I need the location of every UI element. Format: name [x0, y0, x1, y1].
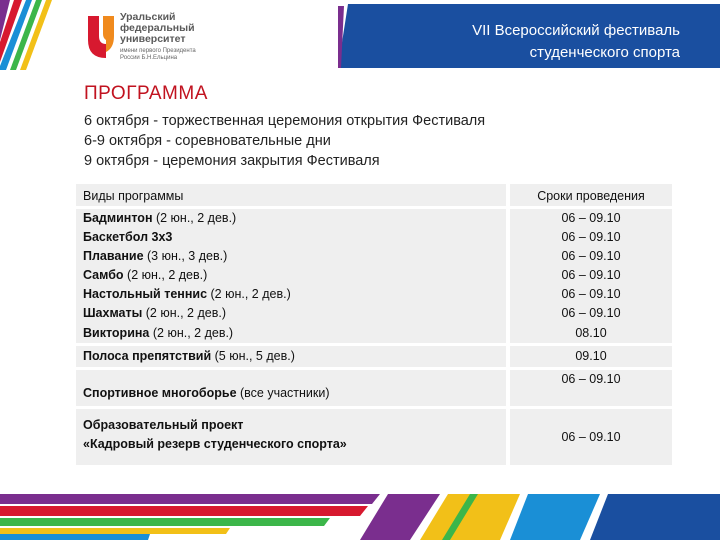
table-row-sport: Образовательный проект «Кадровый резерв студенческого спорта» [83, 418, 347, 451]
urfu-logo-icon [86, 14, 116, 60]
university-subtitle: имени первого Президента России Б.Н.Ельцина [120, 48, 196, 61]
decorative-stripes-top-left [0, 0, 70, 70]
table-row-dates: 06 – 09.10 [561, 430, 621, 444]
table-row-sport: Полоса препятствий (5 юн., 5 дев.) [83, 349, 295, 363]
row-divider [76, 343, 672, 346]
program-schedule [84, 111, 485, 171]
schedule-item: 9 октября - церемония закрытия Фестиваля [84, 153, 380, 169]
university-logo [86, 10, 236, 70]
festival-title: VII Всероссийский фестиваль студенческого спорта [472, 22, 680, 61]
table-row-sport: Баскетбол 3х3 [83, 230, 173, 244]
table-row-dates: 06 – 09.10 [561, 230, 621, 244]
program-table [76, 184, 672, 465]
row-divider [76, 406, 672, 409]
table-row-dates: 06 – 09.10 [561, 211, 621, 225]
table-row-dates: 06 – 09.10 [561, 372, 621, 386]
table-row-dates: 06 – 09.10 [561, 306, 621, 320]
table-row-dates: 06 – 09.10 [561, 249, 621, 263]
row-divider [76, 206, 672, 209]
row-divider [76, 367, 672, 370]
table-row-sport: Настольный теннис (2 юн., 2 дев.) [83, 287, 291, 301]
table-row-sport: Шахматы (2 юн., 2 дев.) [83, 306, 227, 320]
table-row-dates: 08.10 [575, 326, 607, 340]
table-row-dates: 06 – 09.10 [561, 287, 621, 301]
table-header-sports: Виды программы [83, 189, 184, 203]
table-row-sport: Спортивное многоборье (все участники) [83, 386, 330, 400]
decorative-stripes-bottom [0, 470, 720, 540]
table-row-sport: Бадминтон (2 юн., 2 дев.) [83, 211, 237, 225]
table-header-dates: Сроки проведения [537, 189, 645, 203]
table-row-sport: Плавание (3 юн., 3 дев.) [83, 249, 228, 263]
table-row-sport: Викторина (2 юн., 2 дев.) [83, 326, 234, 340]
table-row-sport: Самбо (2 юн., 2 дев.) [83, 268, 208, 282]
column-divider [506, 184, 510, 465]
schedule-item: 6 октября - торжественная церемония открытия Фестиваля [84, 113, 486, 129]
program-title: ПРОГРАММА [84, 83, 208, 104]
table-row-dates: 06 – 09.10 [561, 268, 621, 282]
university-name: Уральский федеральный университет [120, 11, 195, 45]
table-row-dates: 09.10 [575, 349, 607, 363]
festival-banner [338, 4, 720, 68]
schedule-item: 6-9 октября - соревновательные дни [84, 133, 331, 149]
